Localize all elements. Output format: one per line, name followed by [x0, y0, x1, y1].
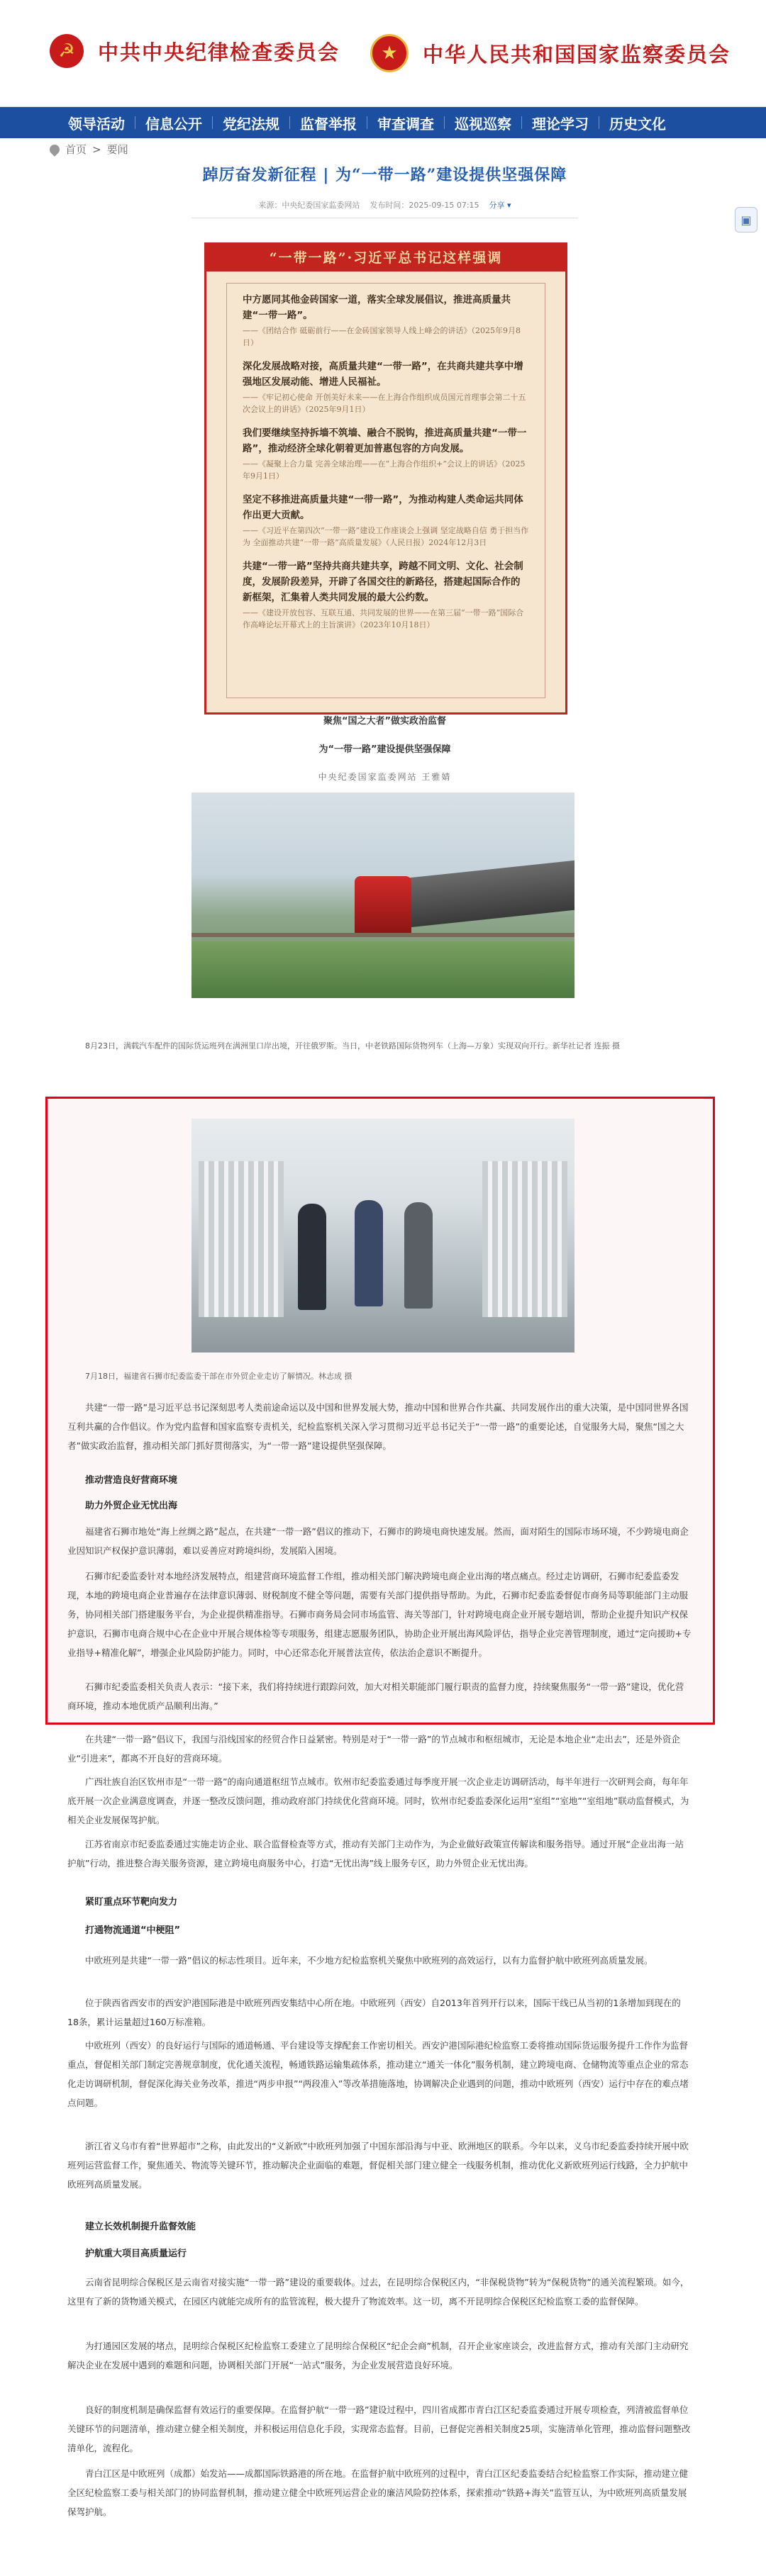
warehouse-photo	[192, 1119, 574, 1353]
nav-item-reporting[interactable]: 监督举报	[300, 115, 357, 133]
body-paragraph: 石狮市纪委监委相关负责人表示：“接下来，我们将持续进行跟踪问效，加大对相关职能部门履行职责的监督力度，持续聚焦服务“一带一路”建设，优化营商环境，推动本地优质产品顺利出海。”	[67, 1681, 684, 1711]
section-heading: 为“一带一路”建设提供坚强保障	[318, 744, 451, 755]
body-paragraph: 中欧班列是共建“一带一路”倡议的标志性项目。近年来，不少地方纪检监察机关聚焦中欧班列的高效运行，以有力监督护航中欧班列高质量发展。	[85, 1955, 653, 1966]
body-paragraph: 广西壮族自治区钦州市是“一带一路”的南向通道枢纽节点城市。钦州市纪委监委通过每季度开展一次企业走访调研活动，每半年进行一次研判会商，每年年底开展一次企业满意度调查，并逐一整改反馈问题，推动政府部门持续优化营商环境。同时，钦州市纪委监委深化运用“室组”“室地”“室组地”联动监督模式，为相关企业发展保驾护航。	[67, 1776, 689, 1825]
quote-text: 深化发展战略对接，高质量共建“一带一路”，在共商共建共享中增强地区发展动能、增进人民福祉。	[243, 361, 523, 388]
photo-caption: 8月23日，满载汽车配件的国际货运班列在满洲里口岸出境，开往俄罗斯。当日，中老铁路国际货物列车（上海—万象）实现双向开行。新华社记者 连振 摄	[85, 1041, 620, 1051]
section-heading: 聚焦“国之大者”做实政治监督	[323, 716, 447, 727]
shelf-rack	[199, 1161, 284, 1317]
share-label: 分享	[489, 201, 505, 210]
article-title: 踔厉奋发新征程 | 为“一带一路”建设提供坚强保障	[202, 166, 567, 184]
quote-source: ——《团结合作 砥砺前行——在金砖国家领导人线上峰会的讲话》（2025年9月8日）	[243, 326, 521, 347]
national-emblem-icon: ★	[370, 34, 409, 72]
quote-item	[243, 359, 529, 415]
quote-text: 坚定不移推进高质量共建“一带一路”，为推动构建人类命运共同体作出更大贡献。	[243, 494, 523, 521]
person-figure	[404, 1202, 433, 1309]
breadcrumb-home[interactable]: 首页	[65, 143, 87, 156]
person-figure	[355, 1200, 383, 1306]
person-figure	[298, 1204, 326, 1310]
quote-source: ——《凝聚上合力量 完善全球治理——在“上海合作组织+”会议上的讲话》（2025年9月1日）	[243, 459, 526, 481]
nsc-site-name: 中华人民共和国国家监察委员会	[423, 42, 731, 67]
nav-item-inspection[interactable]: 巡视巡察	[455, 115, 511, 133]
body-paragraph: 位于陕西省西安市的西安沪港国际港是中欧班列西安集结中心所在地。中欧班列（西安）自2013年首列开行以来，国际干线已从当初的1条增加到现在的18条，累计运量超过160万标准箱。	[67, 1998, 681, 2027]
nav-item-disclosure[interactable]: 信息公开	[145, 115, 202, 133]
section-subheading: 建立长效机制提升监督效能	[85, 2222, 196, 2232]
body-paragraph: 江苏省南京市纪委监委通过实施走访企业、联合监督检查等方式，推动有关部门主动作为，为企业做好政策宣传解读和服务指导。通过开展“企业出海一站护航”行动，推进整合海关服务资源，建立跨境电商服务中心，打造“无忧出海”线上服务专区，助力外贸企业无忧出海。	[67, 1839, 684, 1869]
nav-item-history[interactable]: 历史文化	[609, 115, 666, 133]
article-meta	[192, 199, 578, 211]
section-subheading: 打通物流通道“中梗阻”	[85, 1925, 181, 1936]
article-header	[192, 163, 578, 218]
breadcrumb-separator: >	[92, 142, 101, 156]
locomotive	[355, 876, 411, 933]
quote-text: 共建“一带一路”坚持共商共建共享，跨越不同文明、文化、社会制度，发展阶段差异，开辟了各国交往的新路径，搭建起国际合作的新框架，汇集着人类共同发展的最大公约数。	[243, 561, 523, 603]
section-subheading: 护航重大项目高质量运行	[85, 2249, 187, 2259]
quote-source: ——《牢记初心使命 开创美好未来——在上海合作组织成员国元首理事会第二十五次会议上的讲话》（2025年9月1日）	[243, 393, 526, 414]
nav-item-regulations[interactable]: 党纪法规	[223, 115, 279, 133]
body-paragraph: 福建省石狮市地处“海上丝绸之路”起点，在共建“一带一路”倡议的推动下，石狮市的跨境电商快速发展。然而，面对陌生的国际市场环境，不少跨境电商企业因知识产权保护意识薄弱，难以妥善应对跨境纠纷，发展陷入困境。	[67, 1526, 689, 1556]
nav-item-theory[interactable]: 理论学习	[532, 115, 589, 133]
banner-body	[226, 283, 545, 698]
body-paragraph: 共建“一带一路”是习近平总书记深刻思考人类前途命运以及中国和世界发展大势，推动中国和世界合作共赢、共同发展作出的重大决策，是中国同世界各国互利共赢的合作倡议。作为党内监督和国家监察专责机关，纪检监察机关深入学习贯彻习近平总书记关于“一带一路”的重要论述，自觉服务大局，聚焦“国之大者”做实政治监督，推动相关部门抓好贯彻落实，为“一带一路”建设提供坚强保障。	[67, 1402, 689, 1451]
main-nav	[0, 107, 766, 138]
railway-track	[192, 933, 574, 937]
chevron-down-icon: ▾	[507, 201, 511, 210]
body-paragraph: 在共建“一带一路”倡议下，我国与沿线国家的经贸合作日益紧密。特别是对于“一带一路”的节点城市和枢纽城市，无论是本地企业“走出去”，还是外资企业“引进来”，都离不开良好的营商环境。	[67, 1734, 680, 1764]
body-paragraph: 中欧班列（西安）的良好运行与国际的通道畅通、平台建设等支撑配套工作密切相关。西安沪港国际港纪检监察工委将推动国际货运服务提升工作作为监督重点，督促相关部门制定完善规章制度，优化通关流程，畅通铁路运输集疏体系，推动建立“通关一体化”服务机制，建立跨境电商、仓储物流等重点企业的常态化走访调研机制，督促深化海关业务改革，推进“两步申报”“两段准入”等改革措施落地，协调解决企业遇到的问题，推动中欧班列（西安）运行中存在的难点堵点问题。	[67, 2040, 689, 2108]
quote-item	[243, 559, 529, 631]
cdic-site-name: 中共中央纪律检查委员会	[98, 40, 340, 65]
floating-tool-button[interactable]	[735, 207, 757, 233]
shelf-rack	[482, 1161, 567, 1317]
train-photo	[192, 793, 574, 998]
article-source: 来源：中央纪委国家监委网站	[258, 201, 360, 210]
nav-item-leadership[interactable]: 领导活动	[68, 115, 125, 133]
site-header	[0, 0, 766, 107]
quote-text: 我们要继续坚持拆墙不筑墙、融合不脱钩，推进高质量共建“一带一路”，推动经济全球化朝着更加普惠包容的方向发展。	[243, 427, 527, 454]
byline: 中央纪委国家监委网站 王雅婧	[318, 772, 452, 782]
quote-item	[243, 292, 529, 349]
body-paragraph: 为打通园区发展的堵点，昆明综合保税区纪检监察工委建立了昆明综合保税区“纪企会商”机制，召开企业家座谈会，改进监督方式，推动有关部门主动研究解决企业在发展中遇到的难题和问题，协调相关部门开展“一站式”服务，为企业发展营造良好环境。	[67, 2341, 689, 2370]
chat-icon: ▣	[740, 213, 752, 227]
body-paragraph: 青白江区是中欧班列（成都）始发站——成都国际铁路港的所在地。在监督护航中欧班列的过程中，青白江区纪委监委结合纪检监察工作实际，推动建立健全区纪检监察工委与相关部门的协同监督机制，推动建立健全中欧班列运营企业的廉洁风险防控体系，探索推动“铁路+海关”监管互认，为中欧班列高质量发展保驾护航。	[67, 2468, 689, 2517]
party-emblem-icon: ☭	[50, 34, 84, 68]
breadcrumb-current[interactable]: 要闻	[106, 143, 128, 156]
quote-item	[243, 425, 529, 482]
nav-item-investigation[interactable]: 审查调查	[377, 115, 434, 133]
cdic-site-link[interactable]	[50, 34, 340, 68]
quote-text: 中方愿同其他金砖国家一道，落实全球发展倡议，推进高质量共建“一带一路”。	[243, 294, 511, 321]
body-paragraph: 浙江省义乌市有着“世界超市”之称，由此发出的“义新欧”中欧班列加强了中国东部沿海与中亚、欧洲地区的联系。今年以来，义乌市纪委监委持续开展中欧班列运营监督工作，聚焦通关、物流等关键环节，推动解决企业面临的难题，督促相关部门建立健全一线服务机制，推动优化义新欧班列运行线路，全力护航中欧班列高质量发展。	[67, 2141, 689, 2190]
photo-caption: 7月18日，福建省石狮市纪委监委干部在市外贸企业走访了解情况。林志成 摄	[85, 1372, 353, 1381]
section-subheading: 紧盯重点环节靶向发力	[85, 1897, 178, 1908]
grass-field	[192, 941, 574, 998]
location-icon	[48, 142, 62, 157]
nsc-site-link[interactable]	[370, 34, 731, 72]
body-paragraph: 石狮市纪委监委针对本地经济发展特点，组建营商环境监督工作组，推动相关部门解决跨境电商企业出海的堵点痛点。经过走访调研，石狮市纪委监委发现，本地的跨境电商企业普遍存在法律意识薄弱、财税制度不健全等问题，需要有关部门提供指导帮助。为此，石狮市纪委监委督促市商务局等职能部门主动服务，协同相关部门搭建服务平台，为企业提供精准指导。石狮市商务局会同市场监管、海关等部门，针对跨境电商企业开展专题培训，帮助企业提升知识产权保护意识，石狮市电商合规中心在企业中开展合规体检等专项服务，组建志愿服务团队，协助企业开展出海风险评估，指导企业完善管理制度，通过“定向援助+专业指导+精准化解”，增强企业风险防护能力。同时，中心还常态化开展普法宣传，依法治企意识不断提升。	[67, 1571, 692, 1658]
banner-title: “一带一路”·习近平总书记这样强调	[206, 245, 565, 271]
body-paragraph: 云南省昆明综合保税区是云南省对接实施“一带一路”建设的重要载体。过去，在昆明综合保税区内，“非保税货物”转为“保税货物”的通关流程繁琐。如今，这里有了新的货物通关模式，在园区内就能完成所有的监管流程，极大提升了物流效率。这一切，离不开昆明综合保税区纪检监察工委的监督保障。	[67, 2277, 689, 2307]
article-date: 发布时间：2025-09-15 07:15	[370, 201, 479, 210]
share-button[interactable]	[489, 199, 511, 211]
body-paragraph: 良好的制度机制是确保监督有效运行的重要保障。在监督护航“一带一路”建设过程中，四川省成都市青白江区纪委监委通过开展专项检查，列清被监督单位关键环节的问题清单，推动建立健全相关制度，并积极运用信息化手段，实现常态监督。目前，已督促完善相关制度25项，实施清单化管理，推动监督问题整改清单化，流程化。	[67, 2404, 691, 2453]
section-subheading: 推动营造良好营商环境	[85, 1475, 178, 1486]
breadcrumb	[50, 142, 128, 157]
quote-source: ——《习近平在第四次“一带一路”建设工作座谈会上强调 坚定战略自信 勇于担当作为 全面推动共建“一带一路”高质量发展》（人民日报）2024年12月3日	[243, 526, 529, 547]
quote-item	[243, 492, 529, 549]
quote-source: ——《建设开放包容、互联互通、共同发展的世界——在第三届“一带一路”国际合作高峰论坛开幕式上的主旨演讲》（2023年10月18日）	[243, 608, 524, 629]
section-subheading: 助力外贸企业无忧出海	[85, 1501, 178, 1511]
quotes-banner	[204, 242, 567, 715]
